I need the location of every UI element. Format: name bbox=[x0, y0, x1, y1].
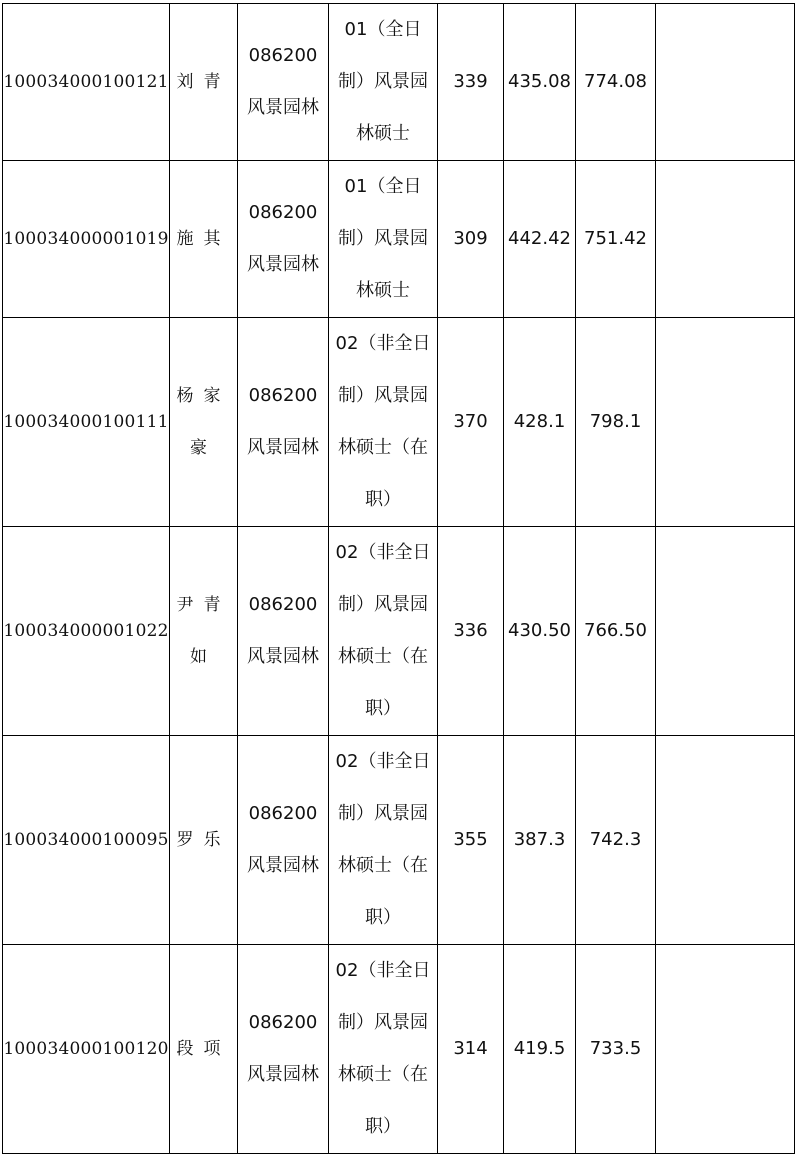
major-cell-line: 086200 bbox=[248, 594, 318, 615]
note-cell bbox=[656, 527, 795, 736]
direction-cell bbox=[329, 4, 438, 161]
candidate-id-cell: 100034000100120 bbox=[3, 945, 170, 1154]
direction-cell-line: 林硕士（在 bbox=[338, 646, 428, 667]
total-score-cell: 742.3 bbox=[576, 736, 656, 945]
direction-cell-line: 职） bbox=[365, 907, 401, 928]
direction-cell-line: 02（非全日 bbox=[335, 751, 431, 772]
direction-cell-line: 林硕士 bbox=[356, 123, 410, 144]
direction-cell-line: 02（非全日 bbox=[335, 960, 431, 981]
initial-score-cell: 355 bbox=[438, 736, 504, 945]
table-row bbox=[3, 736, 795, 945]
major-cell-line: 086200 bbox=[248, 1012, 318, 1033]
candidate-name-cell: 段项 bbox=[170, 945, 238, 1154]
major-cell bbox=[238, 736, 329, 945]
direction-cell bbox=[329, 527, 438, 736]
total-score-cell: 766.50 bbox=[576, 527, 656, 736]
table-row bbox=[3, 4, 795, 161]
direction-cell bbox=[329, 736, 438, 945]
major-cell-line: 风景园林 bbox=[247, 1064, 319, 1085]
direction-cell-line: 制）风景园 bbox=[338, 1012, 428, 1033]
major-cell bbox=[238, 161, 329, 318]
note-cell bbox=[656, 161, 795, 318]
candidate-id-cell: 100034000100121 bbox=[3, 4, 170, 161]
major-cell-line: 086200 bbox=[248, 45, 318, 66]
retest-score-cell: 430.50 bbox=[504, 527, 576, 736]
candidate-name-cell: 尹青如 bbox=[170, 527, 238, 736]
major-cell-line: 086200 bbox=[248, 803, 318, 824]
major-cell bbox=[238, 4, 329, 161]
initial-score-cell: 339 bbox=[438, 4, 504, 161]
candidate-name-cell: 施其 bbox=[170, 161, 238, 318]
direction-cell-line: 林硕士（在 bbox=[338, 1064, 428, 1085]
candidate-name-cell: 刘青 bbox=[170, 4, 238, 161]
candidate-id-cell: 100034000100111 bbox=[3, 318, 170, 527]
note-cell bbox=[656, 4, 795, 161]
major-cell-line: 086200 bbox=[248, 385, 318, 406]
direction-cell bbox=[329, 161, 438, 318]
total-score-cell: 798.1 bbox=[576, 318, 656, 527]
table-row bbox=[3, 945, 795, 1154]
note-cell bbox=[656, 945, 795, 1154]
initial-score-cell: 314 bbox=[438, 945, 504, 1154]
total-score-cell: 733.5 bbox=[576, 945, 656, 1154]
retest-score-cell: 435.08 bbox=[504, 4, 576, 161]
total-score-cell: 751.42 bbox=[576, 161, 656, 318]
major-cell-line: 风景园林 bbox=[247, 437, 319, 458]
major-cell-line: 风景园林 bbox=[247, 646, 319, 667]
direction-cell bbox=[329, 318, 438, 527]
direction-cell-line: 职） bbox=[365, 698, 401, 719]
direction-cell bbox=[329, 945, 438, 1154]
retest-score-cell: 442.42 bbox=[504, 161, 576, 318]
note-cell bbox=[656, 736, 795, 945]
direction-cell-line: 职） bbox=[365, 1116, 401, 1137]
direction-cell-line: 01（全日 bbox=[344, 176, 422, 197]
candidate-id-cell: 100034000100095 bbox=[3, 736, 170, 945]
direction-cell-line: 制）风景园 bbox=[338, 228, 428, 249]
table-row bbox=[3, 527, 795, 736]
direction-cell-line: 02（非全日 bbox=[335, 542, 431, 563]
note-cell bbox=[656, 318, 795, 527]
candidate-name-cell: 罗乐 bbox=[170, 736, 238, 945]
direction-cell-line: 制）风景园 bbox=[338, 71, 428, 92]
major-cell-line: 风景园林 bbox=[247, 254, 319, 275]
candidate-name-cell: 杨家豪 bbox=[170, 318, 238, 527]
direction-cell-line: 制）风景园 bbox=[338, 385, 428, 406]
direction-cell-line: 02（非全日 bbox=[335, 333, 431, 354]
major-cell-line: 风景园林 bbox=[247, 97, 319, 118]
direction-cell-line: 林硕士（在 bbox=[338, 855, 428, 876]
total-score-cell: 774.08 bbox=[576, 4, 656, 161]
retest-score-cell: 428.1 bbox=[504, 318, 576, 527]
major-cell bbox=[238, 527, 329, 736]
candidate-id-cell: 100034000001022 bbox=[3, 527, 170, 736]
major-cell-line: 086200 bbox=[248, 202, 318, 223]
candidate-id-cell: 100034000001019 bbox=[3, 161, 170, 318]
direction-cell-line: 制）风景园 bbox=[338, 594, 428, 615]
major-cell bbox=[238, 318, 329, 527]
retest-score-cell: 387.3 bbox=[504, 736, 576, 945]
table-body bbox=[3, 4, 795, 1154]
table-row bbox=[3, 318, 795, 527]
major-cell bbox=[238, 945, 329, 1154]
initial-score-cell: 370 bbox=[438, 318, 504, 527]
direction-cell-line: 林硕士（在 bbox=[338, 437, 428, 458]
direction-cell-line: 林硕士 bbox=[356, 280, 410, 301]
direction-cell-line: 01（全日 bbox=[344, 19, 422, 40]
major-cell-line: 风景园林 bbox=[247, 855, 319, 876]
retest-score-cell: 419.5 bbox=[504, 945, 576, 1154]
initial-score-cell: 309 bbox=[438, 161, 504, 318]
initial-score-cell: 336 bbox=[438, 527, 504, 736]
direction-cell-line: 制）风景园 bbox=[338, 803, 428, 824]
direction-cell-line: 职） bbox=[365, 489, 401, 510]
admission-table bbox=[2, 3, 795, 1154]
table-row bbox=[3, 161, 795, 318]
